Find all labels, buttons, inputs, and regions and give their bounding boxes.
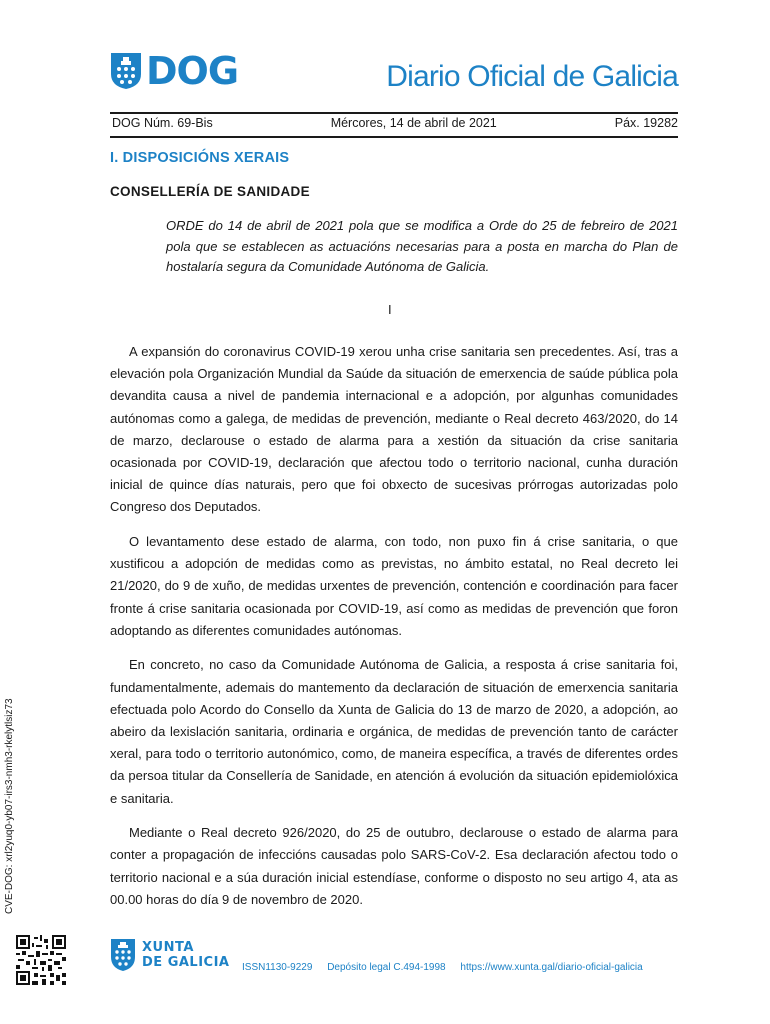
- issue-number: DOG Núm. 69-Bis: [112, 116, 213, 130]
- paragraph: A expansión do coronavirus COVID-19 xerou unha crise sanitaria sen precedentes. Así, tras a elevación pola Organización Mundial da Saúde da situación de emerxencia de saúde pública pola devandita causa a nivel de pandemia internacional e a adopción, por algunhas comunidades autónomas como a galega, de medidas de prevención, mediante o Real decreto 463/2020, do 14 de marzo, declarouse o estado de alarma para a xestión da situación da crise sanitaria ocasionada por COVID-19, declaración que afectou todo o territorio nacional, cunha duración inicial de quince días naturais, pero que foi obxecto de sucesivas prórrogas autorizadas polo Congreso dos Deputados.: [110, 344, 678, 515]
- dog-logo: [110, 49, 239, 93]
- verification-code: CVE-DOG: xrl2yuq0-yb07-irs3-nmh3-rkelytlsiz73: [4, 698, 15, 914]
- qr-code-icon: [16, 935, 66, 985]
- galicia-shield-icon: [110, 52, 142, 90]
- xunta-line-1: XUNTA: [142, 940, 194, 955]
- header-bottom-rule: [110, 136, 678, 138]
- document-body: [110, 341, 678, 923]
- department-title: CONSELLERÍA DE SANIDADE: [110, 184, 310, 199]
- legal-deposit: Depósito legal C.494-1998: [327, 962, 446, 973]
- issue-header: [112, 116, 678, 130]
- issn: ISSN1130-9229: [242, 962, 313, 973]
- xunta-logo: [110, 938, 230, 972]
- paragraph: O levantamento dese estado de alarma, con todo, non puxo fin á crise sanitaria, o que xustificou a adopción de medidas como as previstas, no ámbito estatal, no Real decreto lei 21/2020, do 9 de xuño, de medidas urxentes de prevención, contención e coordinación para facer fronte á crise sanitaria ocasionada por COVID-19, así como as medidas de prevención que foron adoptando as diferentes comunidades autónomas.: [110, 534, 678, 638]
- publication-title: Diario Oficial de Galicia: [386, 60, 678, 93]
- part-numeral: I: [388, 302, 392, 317]
- footer-info: [242, 962, 643, 973]
- brand-logotype: DOG: [146, 49, 239, 93]
- page-number: Páx. 19282: [614, 116, 678, 130]
- section-title: I. DISPOSICIÓNS XERAIS: [110, 150, 290, 166]
- xunta-wordmark: [142, 940, 230, 970]
- website-link[interactable]: https://www.xunta.gal/diario-oficial-galicia: [460, 962, 643, 973]
- paragraph: Mediante o Real decreto 926/2020, do 25 de outubro, declarouse o estado de alarma para conter a propagación de infeccións causadas polo SARS-CoV-2. Esa declaración afectou todo o territorio nacional e a súa duración inicial estendíase, conforme o disposto no seu artigo 4, ata as 00.00 horas do día 9 de novembro de 2020.: [110, 825, 678, 907]
- header-top-rule: [110, 112, 678, 114]
- issue-date: Mércores, 14 de abril de 2021: [330, 116, 497, 130]
- order-title: ORDE do 14 de abril de 2021 pola que se modifica a Orde do 25 de febreiro de 2021 pola que se establecen as actuacións necesarias para a posta en marcha do Plan de hostalaría segura da Comunidade Autónoma de Galicia.: [166, 218, 678, 274]
- galicia-shield-icon: [110, 938, 136, 972]
- paragraph: En concreto, no caso da Comunidade Autónoma de Galicia, a resposta á crise sanitaria foi, fundamentalmente, ademais do mantemento da declaración de situación de emerxencia sanitaria efectuada polo Acordo do Consello da Xunta de Galicia do 13 de marzo de 2020, a adopción, ao abeiro da lexislación sanitaria, ordinaria e orgánica, de medidas de prevención tanto de carácter xeral, para todo o territorio autonómico, como, de maneira específica, a través de diferentes ordes da persoa titular da Consellería de Sanidade, en atención á evolución da situación epidemiolóxica e sanitaria.: [110, 657, 678, 806]
- xunta-line-2: DE GALICIA: [142, 955, 230, 970]
